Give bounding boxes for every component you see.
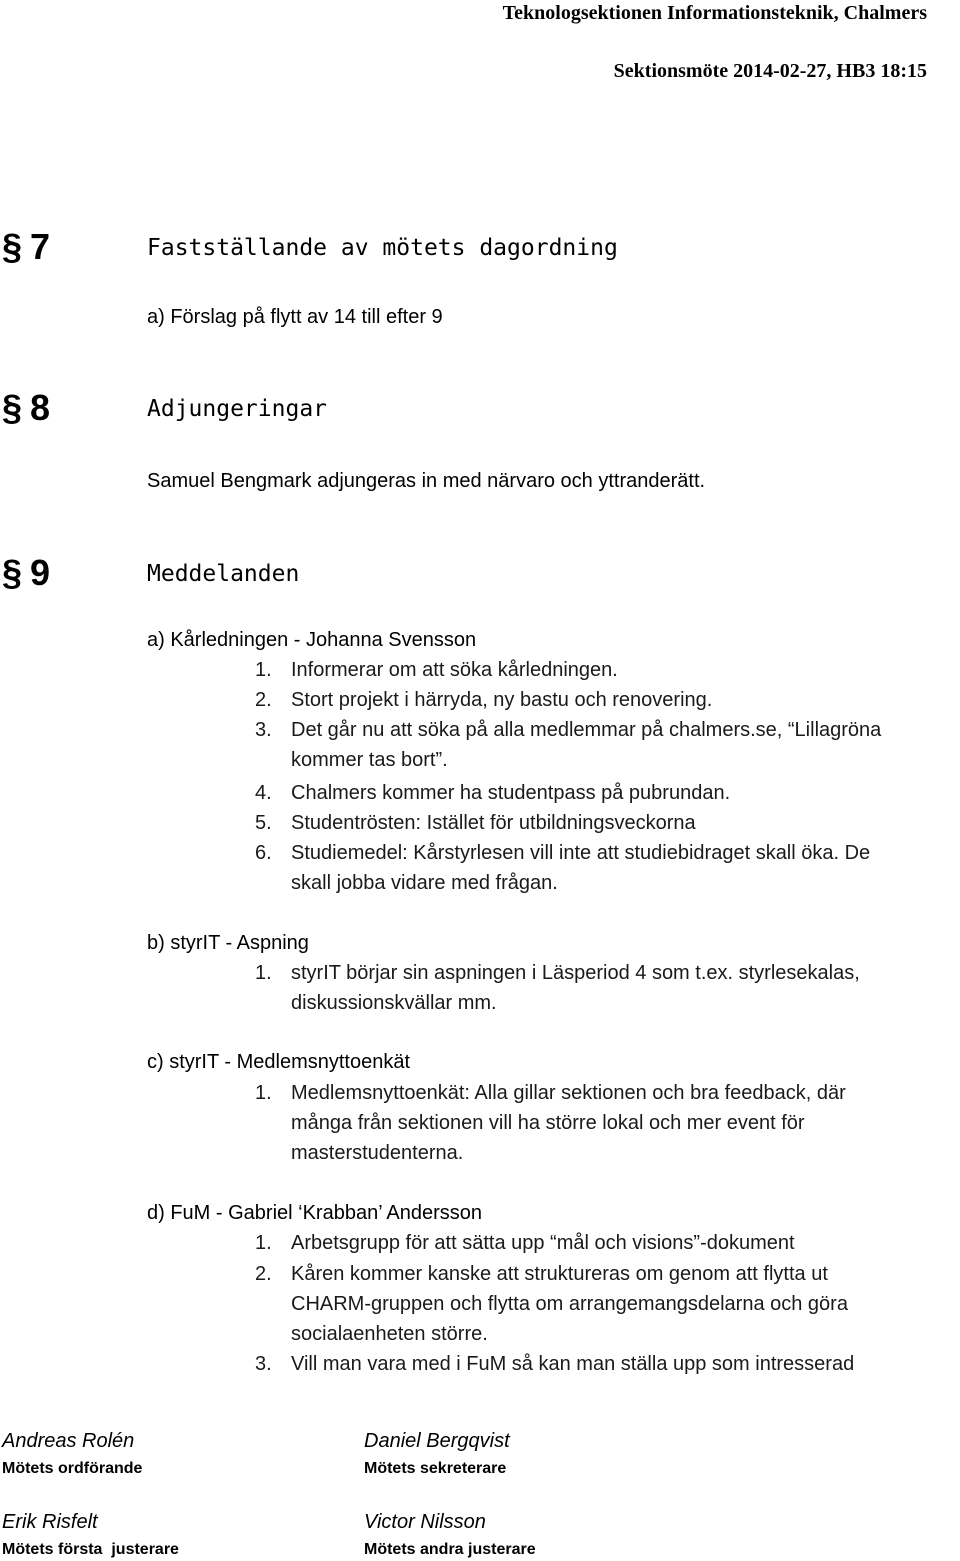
list-item-continuation: skall jobba vidare med frågan. <box>291 872 558 894</box>
list-item: 3. Det går nu att söka på alla medlemmar på chalmers.se, “Lillagröna <box>255 719 882 741</box>
section-9-heading <box>2 553 50 593</box>
document-header-organization: Teknologsektionen Informationsteknik, Chalmers <box>502 2 927 24</box>
signature-role-chair: Mötets ordförande <box>2 1460 143 1477</box>
signature-role-first-adjuster: Mötets första justerare <box>2 1541 179 1558</box>
document-header-meeting: Sektionsmöte 2014-02-27, HB3 18:15 <box>613 60 927 82</box>
section-sign: § <box>2 387 23 428</box>
section-7-heading <box>2 227 50 267</box>
list-item-continuation: kommer tas bort”. <box>291 749 448 771</box>
list-item: 1. Medlemsnyttoenkät: Alla gillar sektionen och bra feedback, där <box>255 1082 846 1104</box>
section-8-heading <box>2 388 50 428</box>
section-number: 7 <box>30 226 51 267</box>
section-7-title: Fastställande av mötets dagordning <box>147 235 618 261</box>
subsection-b-heading: b) styrIT - Aspning <box>147 932 309 954</box>
subsection-a-heading: a) Kårledningen - Johanna Svensson <box>147 629 477 651</box>
signature-role-second-adjuster: Mötets andra justerare <box>364 1541 536 1558</box>
subsection-d-heading: d) FuM - Gabriel ‘Krabban’ Andersson <box>147 1202 482 1224</box>
section-number: 9 <box>30 552 51 593</box>
section-8-title: Adjungeringar <box>147 396 328 422</box>
signature-name-second-adjuster: Victor Nilsson <box>364 1511 486 1533</box>
list-item: 1. Arbetsgrupp för att sätta upp “mål och visions”-dokument <box>255 1232 795 1254</box>
signature-name-chair: Andreas Rolén <box>2 1430 135 1452</box>
signature-name-secretary: Daniel Bergqvist <box>364 1430 510 1452</box>
list-item: 2. Kåren kommer kanske att struktureras om genom att flytta ut <box>255 1263 828 1285</box>
list-item: 6. Studiemedel: Kårstyrlesen vill inte att studiebidraget skall öka. De <box>255 842 871 864</box>
list-item: 1. styrIT börjar sin aspningen i Läsperiod 4 som t.ex. styrlesekalas, <box>255 962 860 984</box>
list-item: 1. Informerar om att söka kårledningen. <box>255 659 618 681</box>
list-item-continuation: socialaenheten större. <box>291 1323 488 1345</box>
subsection-c-heading: c) styrIT - Medlemsnyttoenkät <box>147 1051 411 1073</box>
list-item: 5. Studentrösten: Istället för utbildningsveckorna <box>255 812 696 834</box>
list-item-continuation: många från sektionen vill ha större lokal och mer event för <box>291 1112 805 1134</box>
list-item: 3. Vill man vara med i FuM så kan man ställa upp som intresserad <box>255 1353 855 1375</box>
signature-role-secretary: Mötets sekreterare <box>364 1460 507 1477</box>
list-item-continuation: CHARM-gruppen och flytta om arrangemangsdelarna och göra <box>291 1293 848 1315</box>
list-item: 2. Stort projekt i härryda, ny bastu och renovering. <box>255 689 713 711</box>
section-8-text: Samuel Bengmark adjungeras in med närvaro och yttranderätt. <box>147 470 706 492</box>
section-9-title: Meddelanden <box>147 561 300 587</box>
list-item-continuation: diskussionskvällar mm. <box>291 992 497 1014</box>
section-sign: § <box>2 226 23 267</box>
list-item: 4. Chalmers kommer ha studentpass på pubrundan. <box>255 782 731 804</box>
section-number: 8 <box>30 387 51 428</box>
signature-name-first-adjuster: Erik Risfelt <box>2 1511 98 1533</box>
section-sign: § <box>2 552 23 593</box>
list-item-continuation: masterstudenterna. <box>291 1142 464 1164</box>
section-7-item-a: a) Förslag på flytt av 14 till efter 9 <box>147 306 443 328</box>
